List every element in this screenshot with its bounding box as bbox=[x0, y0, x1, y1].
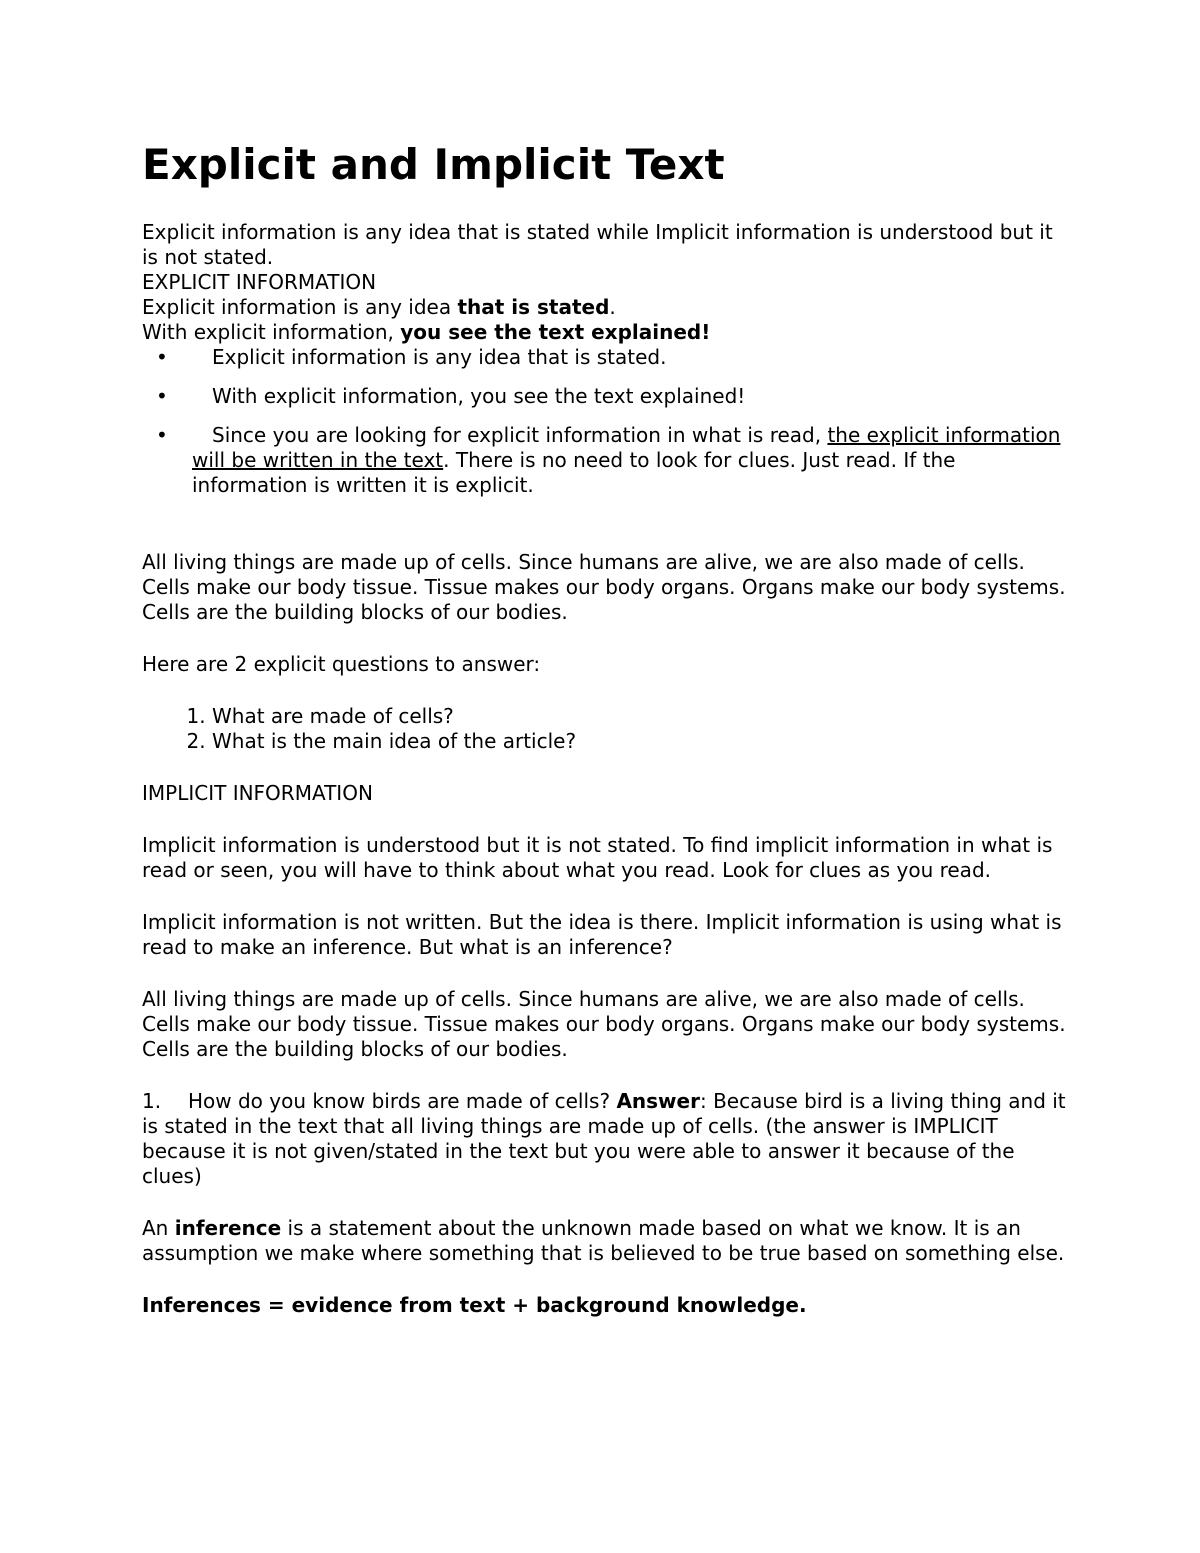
passage-paragraph: All living things are made up of cells. Since humans are alive, we are also made of cells. Cells make our body tissue. Tissue makes our body organs. Organs make our body systems. Cells are the building blocks of our bodies. bbox=[142, 550, 1066, 624]
inference-formula: Inferences = evidence from text + background knowledge. bbox=[142, 1293, 807, 1317]
list-item: 1. What are made of cells? bbox=[212, 704, 1072, 729]
implicit-question: 1. How do you know birds are made of cells? Answer: Because bird is a living thing and it is stated in the text that all living things are made up of cells. (the answer is IMPLICIT because it is not given/stated in the text but you were able to answer it because of the clues) bbox=[142, 1089, 1066, 1188]
inference-definition: An inference is a statement about the unknown made based on what we know. It is an assumption we make where something that is believed to be true based on something else. bbox=[142, 1216, 1065, 1265]
underlined-text: the explicit information will be written in the text bbox=[192, 423, 1061, 472]
implicit-paragraph-2: Implicit information is not written. But the idea is there. Implicit information is using what is read to make an inference. But what is an inference? bbox=[142, 910, 1062, 959]
list-item: • Since you are looking for explicit information in what is read, the explicit information will be written in the text. There is no need to look for clues. Just read. If the information is written it is explicit. bbox=[156, 423, 1061, 497]
explicit-bullet-list bbox=[142, 345, 1072, 498]
implicit-paragraph-1: Implicit information is understood but it is not stated. To find implicit information in what is read or seen, you will have to think about what you read. Look for clues as you read. bbox=[142, 833, 1053, 882]
list-item: 2. What is the main idea of the article? bbox=[212, 729, 1072, 754]
list-item: • With explicit information, you see the text explained! bbox=[156, 384, 746, 408]
bullet-icon: • bbox=[156, 423, 168, 447]
explicit-definition: Explicit information is any idea that is stated. bbox=[142, 295, 616, 319]
bullet-icon: • bbox=[156, 345, 168, 369]
implicit-passage: All living things are made up of cells. Since humans are alive, we are also made of cells. Cells make our body tissue. Tissue makes our body organs. Organs make our body systems. Cells are the building blocks of our bodies. bbox=[142, 987, 1066, 1061]
intro-paragraph: Explicit information is any idea that is stated while Implicit information is understood but it is not stated. bbox=[142, 220, 1053, 269]
questions-intro: Here are 2 explicit questions to answer: bbox=[142, 652, 541, 676]
explicit-heading: EXPLICIT INFORMATION bbox=[142, 270, 377, 294]
document-page bbox=[142, 138, 1072, 1318]
list-item: • Explicit information is any idea that is stated. bbox=[156, 345, 667, 369]
question-list bbox=[142, 704, 1072, 754]
page-title: Explicit and Implicit Text bbox=[142, 140, 725, 189]
bullet-icon: • bbox=[156, 384, 168, 408]
implicit-heading: IMPLICIT INFORMATION bbox=[142, 781, 373, 805]
explicit-summary: With explicit information, you see the text explained! bbox=[142, 320, 711, 344]
